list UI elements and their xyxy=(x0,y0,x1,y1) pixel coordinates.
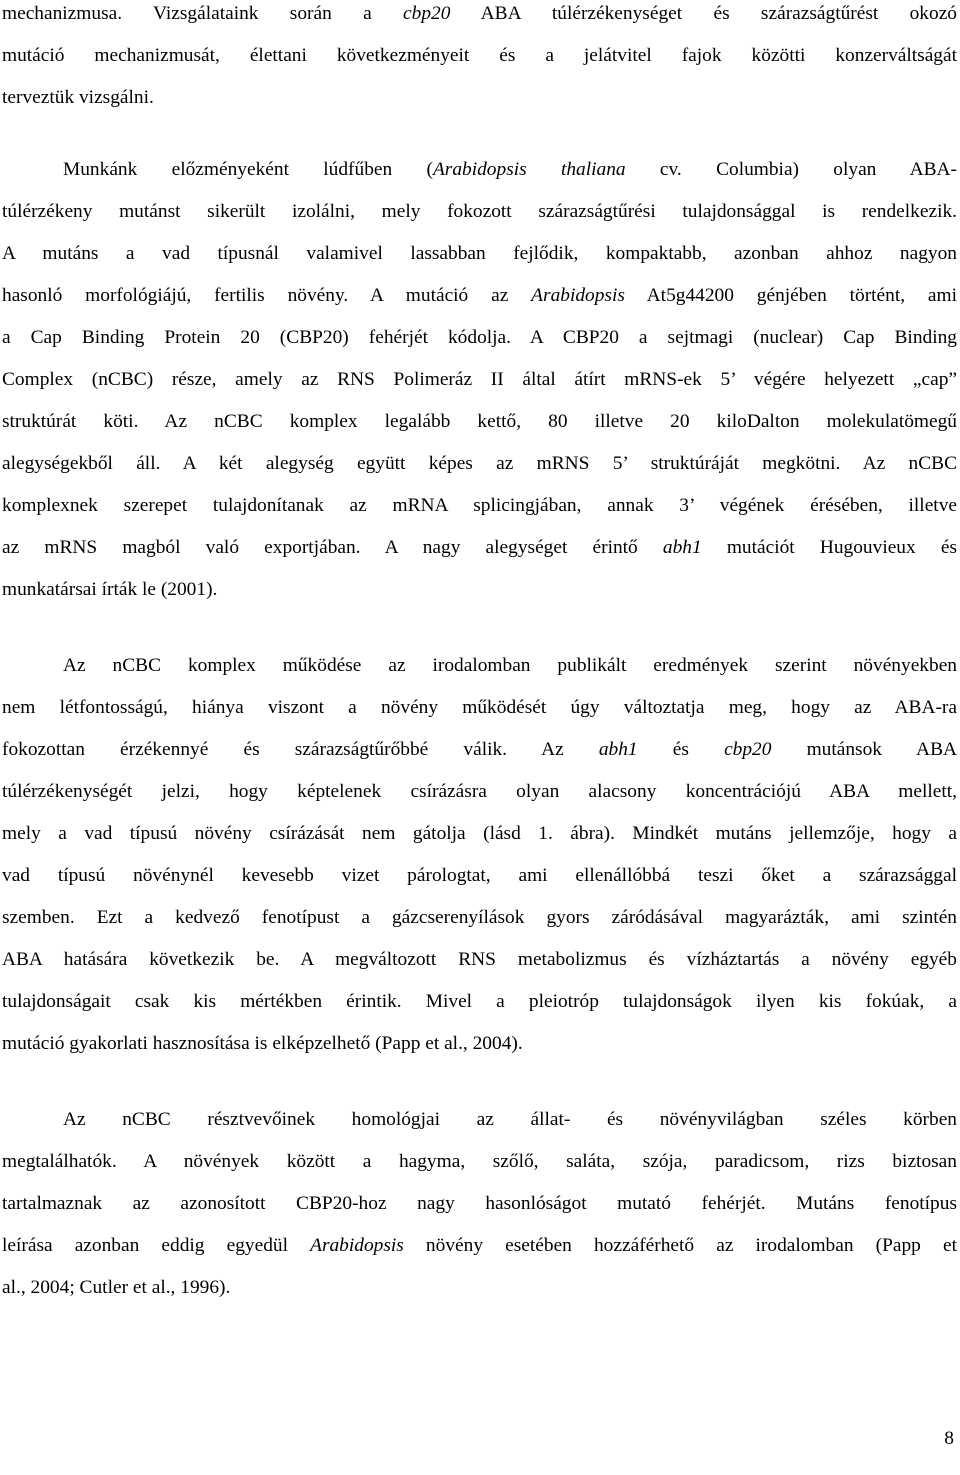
text-run: az mRNS magból való exportjában. A nagy alegységet érintő xyxy=(2,537,663,558)
paragraph-3 xyxy=(2,652,957,1072)
text-run: terveztük vizsgálni. xyxy=(2,87,154,108)
text-run: cv. Columbia) olyan ABA- xyxy=(625,159,957,180)
text-run: Munkánk előzményeként lúdfűben ( xyxy=(63,159,433,180)
text-run: Az nCBC résztvevőinek homológjai az állat- és növényvilágban széles körben xyxy=(63,1109,957,1130)
text-line xyxy=(2,862,957,904)
text-line xyxy=(2,198,957,240)
text-run: At5g44200 génjében történt, ami xyxy=(624,285,958,306)
text-line xyxy=(2,156,957,198)
text-run: struktúrát köti. Az nCBC komplex legalább kettő, 80 illetve 20 kiloDalton molekulatömegű xyxy=(2,411,957,432)
text-line xyxy=(2,1274,957,1316)
text-run: Az nCBC komplex működése az irodalomban publikált eredmények szerint növényekben xyxy=(63,655,957,676)
text-run: mutációt Hugouvieux és xyxy=(701,537,957,558)
text-line xyxy=(2,492,957,534)
text-run: Arabidopsis thaliana xyxy=(432,159,626,180)
text-run: tartalmaznak az azonosított CBP20-hoz nagy hasonlóságot mutató fehérjét. Mutáns fenotípus xyxy=(2,1193,957,1214)
text-line xyxy=(2,240,957,282)
text-run: a Cap Binding Protein 20 (CBP20) fehérjét kódolja. A CBP20 a sejtmagi (nuclear) Cap Binding xyxy=(2,327,957,348)
text-line xyxy=(2,282,957,324)
text-run: túlérzékeny mutánst sikerült izolálni, mely fokozott szárazságtűrési tulajdonsággal is rendelkezik. xyxy=(2,201,957,222)
text-run: A mutáns a vad típusnál valamivel lassabban fejlődik, kompaktabb, azonban ahhoz nagyon xyxy=(2,243,957,264)
text-run: al., 2004; Cutler et al., 1996). xyxy=(2,1277,231,1298)
text-line xyxy=(2,366,957,408)
text-run: mutánsok ABA xyxy=(771,739,957,760)
text-run: Arabidopsis xyxy=(531,285,625,306)
text-line xyxy=(2,904,957,946)
text-run: és xyxy=(637,739,725,760)
text-run: Arabidopsis xyxy=(310,1235,404,1256)
text-run: ABA túlérzékenységet és szárazságtűrést okozó xyxy=(450,3,957,24)
text-line xyxy=(2,1148,957,1190)
paragraph-1 xyxy=(2,0,957,126)
page-number: 8 xyxy=(944,1428,954,1449)
text-run: szemben. Ezt a kedvező fenotípust a gázcserenyílások gyors záródásával magyarázták, ami szintén xyxy=(2,907,957,928)
text-line xyxy=(2,778,957,820)
text-run: túlérzékenységét jelzi, hogy képtelenek csírázásra olyan alacsony koncentrációjú ABA mellett, xyxy=(2,781,957,802)
text-line xyxy=(2,84,957,126)
text-line xyxy=(2,1190,957,1232)
text-line xyxy=(2,408,957,450)
text-run: mutáció gyakorlati hasznosítása is elképzelhető (Papp et al., 2004). xyxy=(2,1033,523,1054)
text-line xyxy=(2,450,957,492)
text-run: leírása azonban eddig egyedül xyxy=(2,1235,311,1256)
text-line xyxy=(2,1232,957,1274)
text-line xyxy=(2,0,957,42)
text-run: tulajdonságait csak kis mértékben érintik. Mivel a pleiotróp tulajdonságok ilyen kis fokúak, a xyxy=(2,991,957,1012)
text-line xyxy=(2,1030,957,1072)
text-run: ABA hatására következik be. A megváltozott RNS metabolizmus és vízháztartás a növény egyéb xyxy=(2,949,957,970)
text-line xyxy=(2,42,957,84)
text-line xyxy=(2,946,957,988)
text-line xyxy=(2,652,957,694)
text-line xyxy=(2,534,957,576)
text-run: növény esetében hozzáférhető az irodalomban (Papp et xyxy=(403,1235,957,1256)
text-run: abh1 xyxy=(598,739,638,760)
paragraph-4 xyxy=(2,1106,957,1316)
text-run: megtalálhatók. A növények között a hagyma, szőlő, saláta, szója, paradicsom, rizs biztosan xyxy=(2,1151,957,1172)
text-run: alegységekből áll. A két alegység együtt képes az mRNS 5’ struktúráját megkötni. Az nCBC xyxy=(2,453,957,474)
text-run: abh1 xyxy=(662,537,702,558)
text-line xyxy=(2,324,957,366)
text-line xyxy=(2,988,957,1030)
text-run: mutáció mechanizmusát, élettani következményeit és a jelátvitel fajok közötti konzerváltságát xyxy=(2,45,957,66)
text-run: nem létfontosságú, hiánya viszont a növény működését úgy változtatja meg, hogy az ABA-ra xyxy=(2,697,957,718)
text-line xyxy=(2,1106,957,1148)
text-run: vad típusú növénynél kevesebb vizet párologtat, ami ellenállóbbá teszi őket a szárazsággal xyxy=(2,865,957,886)
paragraph-2 xyxy=(2,156,957,618)
text-run: cbp20 xyxy=(403,3,451,24)
text-run: fokozottan érzékennyé és szárazságtűrőbbé válik. Az xyxy=(2,739,599,760)
text-run: mechanizmusa. Vizsgálataink során a xyxy=(2,3,404,24)
text-run: cbp20 xyxy=(724,739,772,760)
text-line xyxy=(2,694,957,736)
text-line xyxy=(2,736,957,778)
text-line xyxy=(2,820,957,862)
text-run: mely a vad típusú növény csírázását nem gátolja (lásd 1. ábra). Mindkét mutáns jellemzője, hogy a xyxy=(2,823,957,844)
text-line xyxy=(2,576,957,618)
text-run: komplexnek szerepet tulajdonítanak az mRNA splicingjában, annak 3’ végének érésében, illetve xyxy=(2,495,957,516)
text-run: munkatársai írták le (2001). xyxy=(2,579,218,600)
text-run: hasonló morfológiájú, fertilis növény. A mutáció az xyxy=(2,285,532,306)
text-run: Complex (nCBC) része, amely az RNS Polimeráz II által átírt mRNS-ek 5’ végére helyezett „cap” xyxy=(2,369,957,390)
